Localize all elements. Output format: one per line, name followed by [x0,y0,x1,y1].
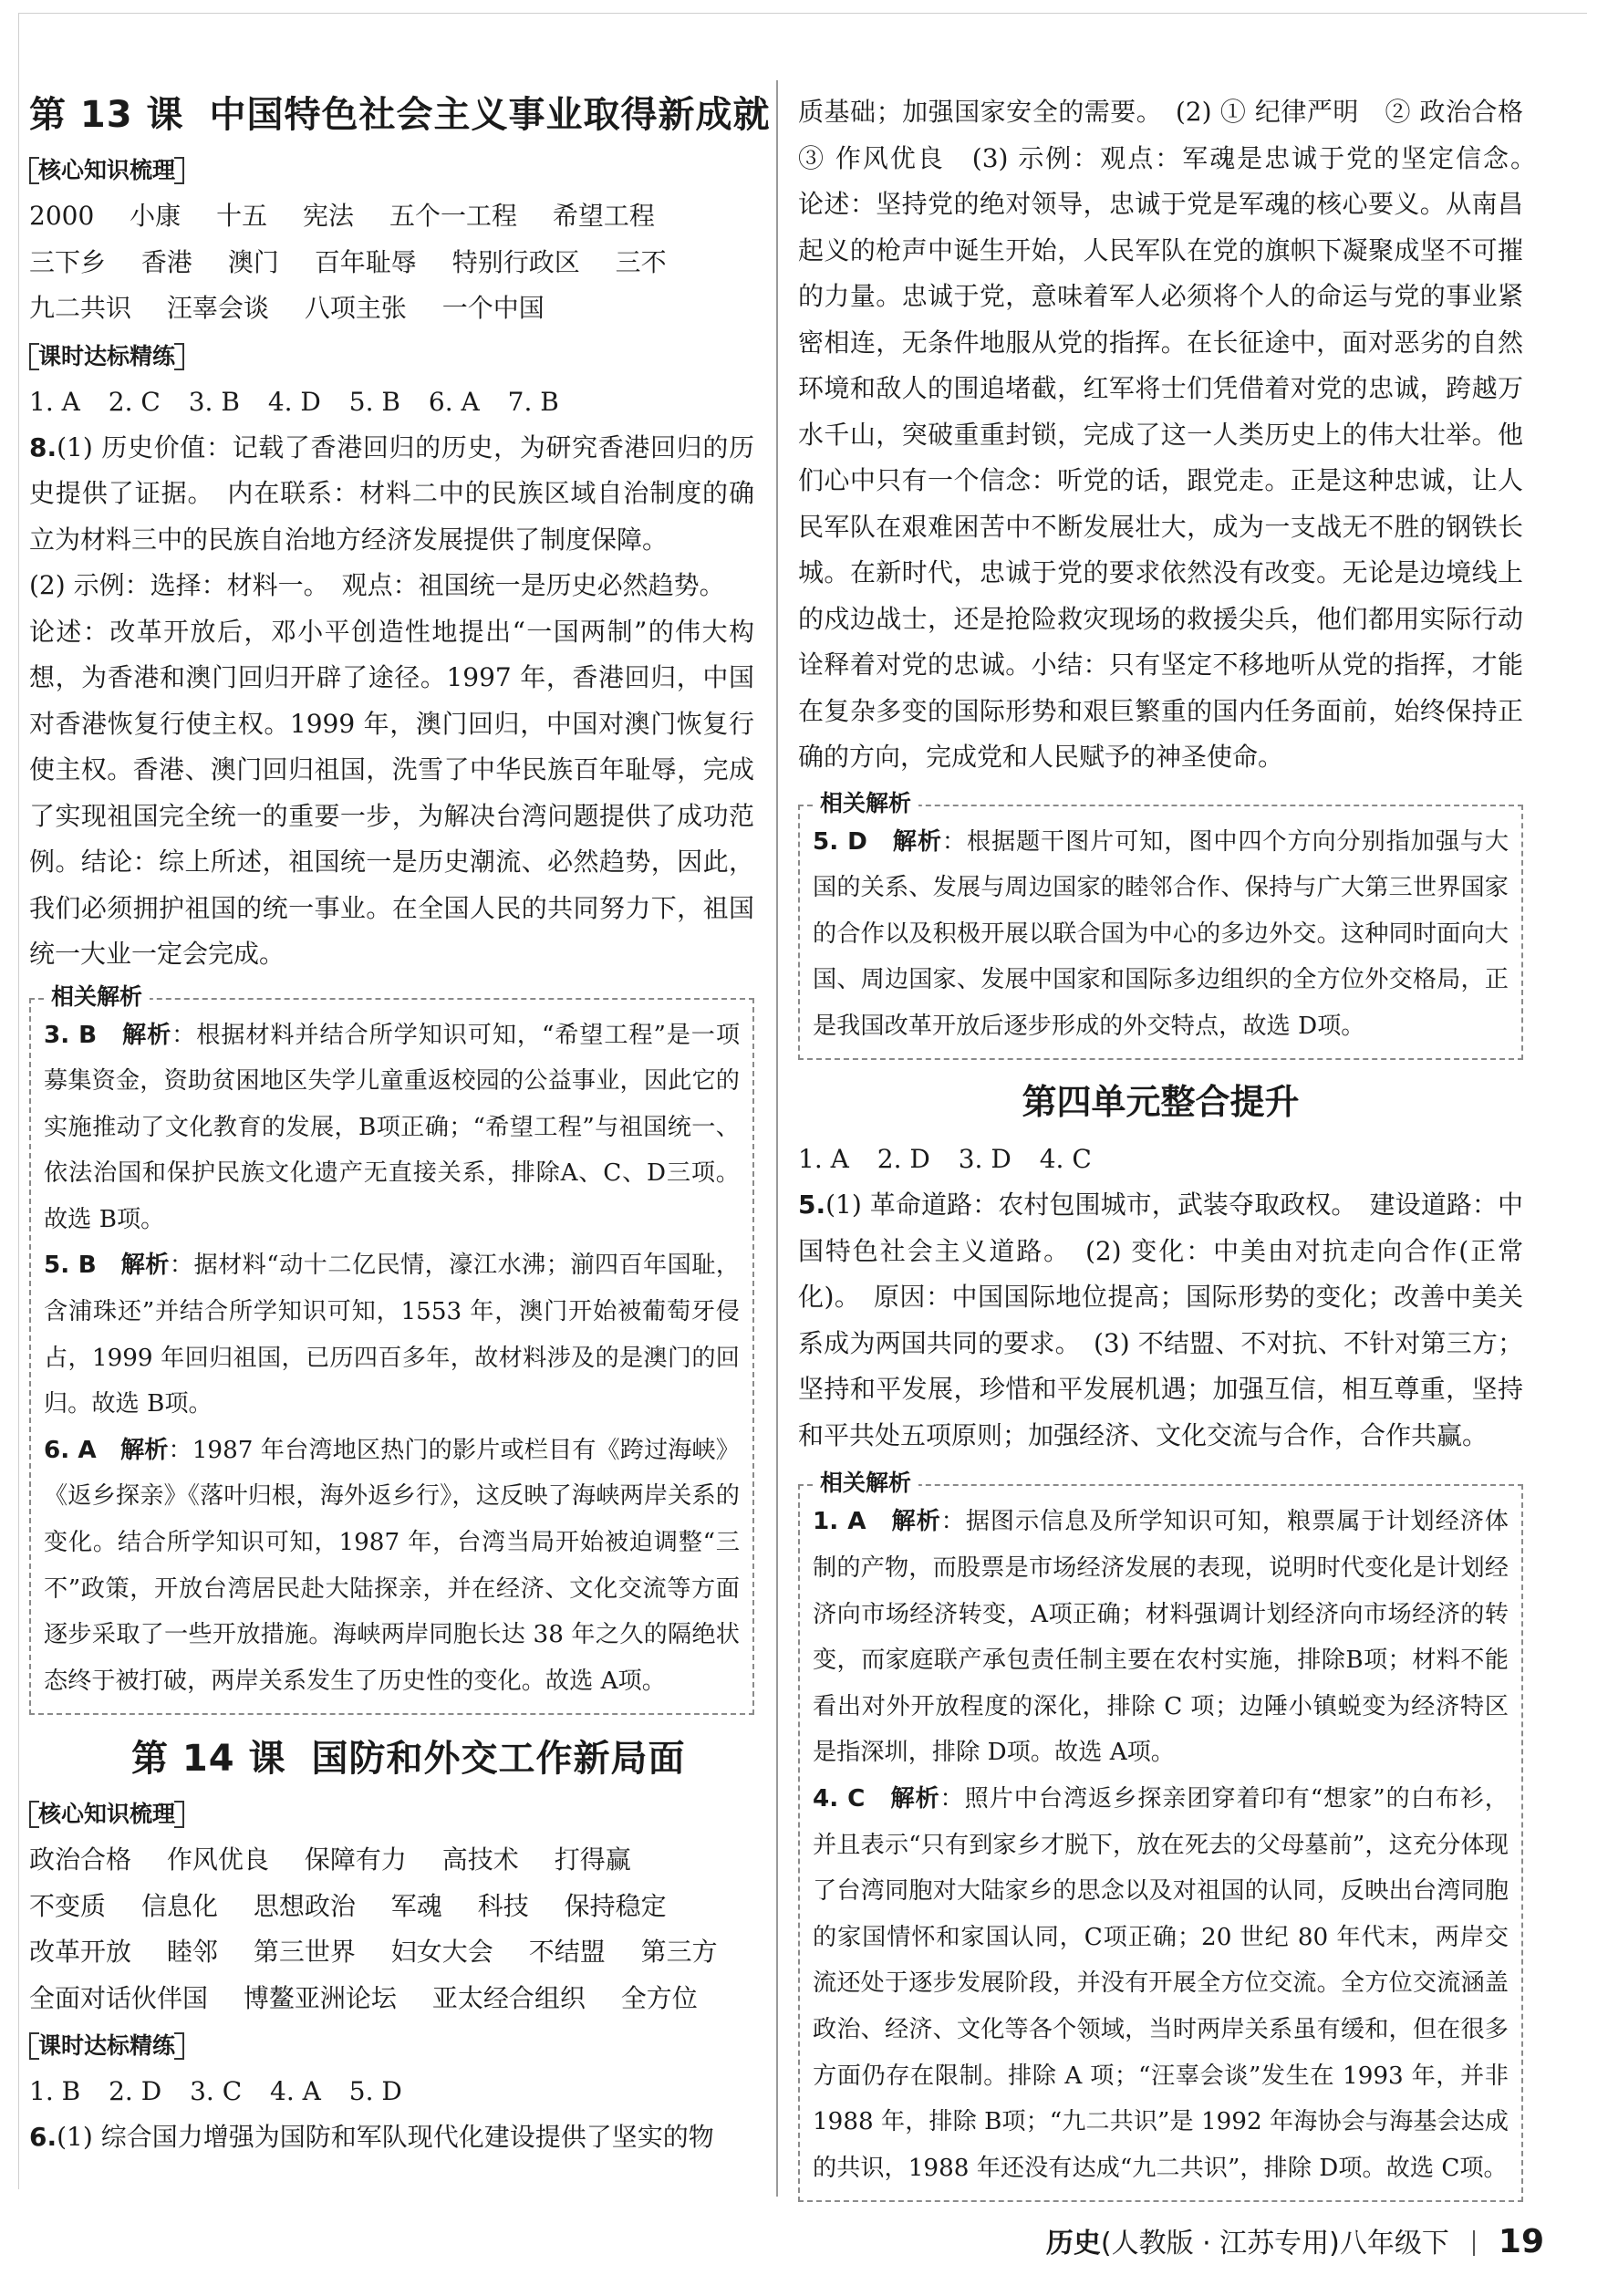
q8-part1: 8.(1) 历史价值：记载了香港回归的历史，为研究香港回归的历史提供了证据。 内在联系：材料二中的民族区域自治制度的确立为材料三中的民族自治地方经济发展提供了制度保障。 [29,431,754,555]
keyword: 军魂 [390,1890,442,1921]
footer-separator [1473,2230,1475,2256]
footer-edition: (人教版 · 江苏专用)八年级下 [1100,2228,1449,2260]
keyword: 一个中国 [441,293,545,323]
answer-item: 3. D [958,1144,1011,1175]
analysis-item-text: ：据材料“动十二亿民情，濠江水沸；湔四百年国耻，含浦珠还”并结合所学知识可知，1553 年，澳门开始被葡萄牙侵占，1999 年回归祖国，已历四百多年，故材料涉及的是澳门的回归。故选 B项。 [44,1252,741,1418]
analysis-item [44,1242,740,1427]
analysis-item [813,1776,1509,2191]
unit-answer-key [798,1137,1523,1182]
keyword: 全方位 [620,1982,698,2013]
analysis-label: 相关解析 [813,788,918,819]
keyword: 不结盟 [528,1937,606,1968]
page-frame-left [18,13,19,2189]
keyword: 高技术 [441,1844,519,1875]
keyword: 五个一工程 [389,201,517,231]
keyword: 全面对话伙伴国 [29,1982,209,2013]
keyword: 2000 [29,201,95,231]
keyword: 小康 [130,201,182,231]
analysis-item-head: 1. A 解析 [813,1508,941,1536]
keyword: 博鳌亚洲论坛 [243,1982,397,2013]
core-knowledge-tag: 核心知识梳理 [29,1797,184,1832]
answer-item: 4. A [270,2076,321,2107]
right-column [798,89,1550,2215]
answer-item: 3. B [188,386,240,417]
answer-item: 2. D [109,2076,162,2107]
analysis-item-text: ：1987 年台湾地区热门的影片或栏目有《跨过海峡》《返乡探亲》《落叶归根，海外返乡行》，这反映了海峡两岸关系的变化。结合所学知识可知，1987 年，台湾当局开始被迫调整“三不”政策，开放台湾居民赴大陆探亲，并在经济、文化交流等方面逐步采取了一些开放措施。海峡两岸同胞长达 38 年之久的隔绝状态终于被打破，两岸关系发生了历史性的变化。故选 A项。 [44,1436,740,1695]
page-frame-top [18,13,1587,14]
answer-item: 2. C [108,386,161,417]
lesson-13-title: 第 13 课 中国特色社会主义事业取得新成就 [29,94,771,136]
lesson-14-analysis-list [813,819,1509,1050]
keyword: 不变质 [29,1890,107,1921]
core-knowledge-tag: 核心知识梳理 [29,153,184,188]
analysis-item-text: ：照片中台湾返乡探亲团穿着印有“想家”的白布衫，并且表示“只有到家乡才脱下，放在死去的父母墓前”，这充分体现了台湾同胞对大陆家乡的思念以及对祖国的认同，反映出台湾同胞的家国情怀和家国认同，C项正确；20 世纪 80 年代末，两岸交流还处于逐步发展阶段，并没有开展全方位交流。全方位交流涵盖政治、经济、文化等各个领域，当时两岸关系虽有缓和，但在很多方面仍存在限制。排除 A 项；“汪辜会谈”发生在 1993 年，并非 1988 年，排除 B项；“九二共识”是 1992 年海协会与海基会达成的共识，1988 年还没有达成“九二共识”，排除 D项。故选 C项。 [813,1785,1509,2182]
analysis-item-text: ：根据题干图片可知，图中四个方向分别指加强与大国的关系、发展与周边国家的睦邻合作、保持与广大第三世界国家的合作以及积极开展以联合国为中心的多边外交。这种同时面向大国、周边国家、发展中国家和国际多边组织的全方位外交格局，正是我国改革开放后逐步形成的外交特点，故选 D项。 [813,827,1509,1040]
lesson-14-keywords [29,1837,754,2021]
keyword: 信息化 [140,1890,218,1921]
analysis-item-head: 4. C 解析 [813,1785,940,1813]
page-footer [1046,2222,1544,2264]
analysis-item-head: 5. B 解析 [44,1252,170,1280]
analysis-item [813,1499,1509,1776]
analysis-item-head: 3. B 解析 [44,1021,172,1049]
page-number: 19 [1498,2223,1544,2260]
keyword: 改革开放 [29,1937,132,1968]
answer-item: 4. D [267,386,321,417]
lesson-14-answer-key [29,2069,754,2114]
keyword: 亚太经合组织 [431,1982,586,2013]
q6-continued: 质基础；加强国家安全的需要。 (2) ① 纪律严明 ② 政治合格 ③ 作风优良 (3) 示例：观点：军魂是忠诚于党的坚定信念。 论述：坚持党的绝对领导，忠诚于党是军魂的核心要义。从南昌起义的枪声中诞生开始，人民军队在党的旗帜下凝聚成坚不可摧的力量。忠诚于党，意味着军人必须将个人的命运与党的事业紧密相连，无条件地服从党的指挥。在长征途中，面对恶劣的自然环境和敌人的围追堵截，红军将士们凭借着对党的忠诚，跨越万水千山，突破重重封锁，完成了这一人类历史上的伟大壮举。他们心中只有一个信念：听党的话，跟党走。正是这种忠诚，让人民军队在艰难困苦中不断发展壮大，成为一支战无不胜的钢铁长城。在新时代，忠诚于党的要求依然没有改变。无论是边境线上的戍边战士，还是抢险救灾现场的救援尖兵，他们都用实际行动诠释着对党的忠诚。小结：只有坚定不移地听从党的指挥，才能在复杂多变的国际形势和艰巨繁重的国内任务面前，始终保持正确的方向，完成党和人民赋予的神圣使命。 [798,97,1550,772]
keyword: 政治合格 [29,1844,132,1875]
keyword: 希望工程 [552,201,655,231]
answer-item: 1. A [798,1144,849,1175]
answer-item: 7. B [507,386,559,417]
q8-part3: 论述：改革开放后，邓小平创造性地提出“一国两制”的伟大构想，为香港和澳门回归开辟了途径。1997 年，香港回归，中国对香港恢复行使主权。1999 年，澳门回归，中国对澳门恢复行使主权。香港、澳门回归祖国，洗雪了中华民族百年耻辱，完成了实现祖国完全统一的重要一步，为解决台湾问题提供了成功范例。结论：综上所述，祖国统一是历史潮流、必然趋势，因此，我们必须拥护祖国的统一事业。在全国人民的共同努力下，祖国统一大业一定会完成。 [29,616,754,969]
answer-item: 1. B [29,2076,81,2107]
lesson-13-keywords [29,193,754,332]
analysis-item [44,1013,740,1243]
answer-item: 1. A [29,386,80,417]
keyword: 汪辜会谈 [166,293,269,323]
unit-analysis-box [798,1470,1523,2202]
keyword: 九二共识 [29,293,132,323]
practice-tag: 课时达标精练 [29,2029,184,2063]
keyword: 打得赢 [554,1844,631,1875]
keyword: 妇女大会 [390,1937,493,1968]
keyword: 作风优良 [166,1844,269,1875]
keyword: 澳门 [227,246,279,277]
analysis-item [44,1428,740,1705]
analysis-label: 相关解析 [44,982,150,1013]
keyword: 第三方 [640,1937,718,1968]
lesson-13-answer-key [29,379,754,425]
unit-q5: 5.(1) 革命道路：农村包围城市，武装夺取政权。 建设道路：中国特色社会主义道路。 (2) 变化：中美由对抗走向合作(正常化)。 原因：中国国际地位提高；国际形势的变化；改善中美关系成为两国共同的要求。 (3) 不结盟、不对抗、不针对第三方；坚持和平发展，珍惜和平发展机遇；加强互信，相互尊重，坚持和平共处五项原则；加强经济、文化交流与合作，合作共赢。 [798,1190,1523,1450]
analysis-item-text: ：根据材料并结合所学知识可知，“希望工程”是一项募集资金，资助贫困地区失学儿童重返校园的公益事业，因此它的实施推动了文化教育的发展，B项正确；“希望工程”与祖国统一、依法治国和保护民族文化遗产无直接关系，排除A、C、D三项。故选 B项。 [44,1021,741,1233]
column-divider [776,80,778,2197]
keyword: 三下乡 [29,246,107,277]
unit-4-title: 第四单元整合提升 [1022,1082,1300,1123]
footer-subject: 历史 [1045,2228,1101,2260]
keyword: 八项主张 [304,293,407,323]
unit-analysis-list [813,1499,1509,2191]
lesson-13-analysis-list [44,1013,740,1705]
keyword: 保持稳定 [564,1890,667,1921]
analysis-item-text: ：据图示信息及所学知识可知，粮票属于计划经济体制的产物，而股票是市场经济发展的表现，说明时代变化是计划经济向市场经济转变，A项正确；材料强调计划经济向市场经济的转变，而家庭联产承包责任制主要在农村实施，排除B项；材料不能看出对外开放程度的深化，排除 C 项；边陲小镇蜕变为经济特区是指深圳，排除 D项。故选 A项。 [813,1508,1509,1767]
lesson-13-analysis-box [29,982,754,1716]
answer-item: 4. C [1039,1144,1092,1175]
keyword: 科技 [477,1890,529,1921]
q8-part2: (2) 示例：选择：材料一。 观点：祖国统一是历史必然趋势。 [29,570,725,600]
lesson-14-analysis-box [798,789,1523,1061]
keyword: 保障有力 [304,1844,407,1875]
keyword: 宪法 [303,201,355,231]
lesson-14-title: 第 14 课 国防和外交工作新局面 [131,1738,686,1781]
analysis-item [813,819,1509,1050]
keyword: 第三世界 [253,1937,356,1968]
keyword: 百年耻辱 [314,246,417,277]
left-column [29,84,771,2161]
keyword: 睦邻 [166,1937,218,1968]
keyword: 香港 [140,246,192,277]
answer-item: 3. C [190,2076,243,2107]
analysis-item-head: 5. D 解析 [813,827,942,856]
answer-item: 5. D [348,2076,402,2107]
q6-start: 6.(1) 综合国力增强为国防和军队现代化建设提供了坚实的物 [29,2122,714,2153]
answer-item: 5. B [348,386,400,417]
analysis-item-head: 6. A 解析 [44,1436,169,1464]
keyword: 思想政治 [253,1890,356,1921]
keyword: 十五 [216,201,268,231]
answer-item: 6. A [428,386,480,417]
keyword: 特别行政区 [451,246,580,277]
analysis-label: 相关解析 [813,1468,918,1499]
practice-tag: 课时达标精练 [29,339,184,374]
answer-item: 2. D [877,1144,930,1175]
keyword: 三不 [615,246,667,277]
